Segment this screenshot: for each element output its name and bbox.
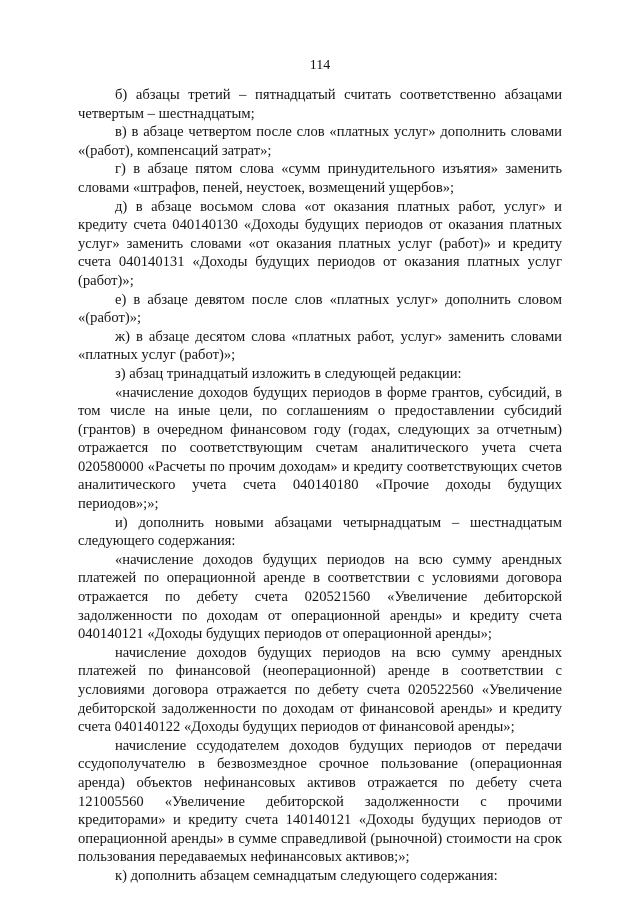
page-number: 114	[309, 58, 331, 73]
document-body	[78, 86, 562, 886]
paragraph-g: г) в абзаце пятом слова «сумм принудительного изъятия» заменить словами «штрафов, пеней, неустоек, возмещений ущербов»;	[78, 161, 562, 196]
paragraph-z: з) абзац тринадцатый изложить в следующей редакции:	[115, 365, 462, 382]
paragraph-i-quote-3: начисление ссудодателем доходов будущих периодов от передачи ссудополучателю в безвозмездное срочное пользование (операционная аренда) объектов нефинансовых активов отражается по дебету счета 121005560 «Увеличение дебиторской задолженности с прочими кредиторами» и кредиту счета 140140121 «Доходы будущих периодов от операционной аренды» в сумме справедливой (рыночной) стоимости на срок пользования передаваемых нефинансовых активов;»;	[78, 737, 562, 866]
paragraph-zh: ж) в абзаце десятом слова «платных работ, услуг» заменить словами «платных услуг (работ)»;	[78, 328, 562, 364]
paragraph-e: е) в абзаце девятом после слов «платных услуг» дополнить словом «(работ)»;	[78, 291, 562, 327]
paragraph-k: к) дополнить абзацем семнадцатым следующего содержания:	[115, 867, 498, 884]
paragraph-v: в) в абзаце четвертом после слов «платных услуг» дополнить словами «(работ), компенсаций затрат»;	[78, 124, 562, 159]
paragraph-b: б) абзацы третий – пятнадцатый считать соответственно абзацами четвертым – шестнадцатым;	[78, 87, 562, 122]
paragraph-i-quote-2: начисление доходов будущих периодов на всю сумму арендных платежей по финансовой (неоперационной) аренде в соответствии с условиями договора отражается по дебету счета 020522560 «Увеличение дебиторской задолженности по доходам от финансовой аренды» и кредиту счета 040140122 «Доходы будущих периодов от финансовой аренды»;	[78, 644, 562, 736]
paragraph-i: и) дополнить новыми абзацами четырнадцатым – шестнадцатым следующего содержания:	[78, 514, 562, 550]
paragraph-i-quote-1: «начисление доходов будущих периодов на всю сумму арендных платежей по операционной аренде в соответствии с условиями договора отражается по дебету счета 020521560 «Увеличение дебиторской задолженности по доходам от операционной аренды» и кредиту счета 040140121 «Доходы будущих периодов от операционной аренды»;	[78, 551, 562, 643]
paragraph-d: д) в абзаце восьмом слова «от оказания платных работ, услуг» и кредиту счета 040140130 «Доходы будущих периодов от оказания платных услуг» заменить словами «от оказания платных услуг (работ)» и кредиту счета 040140131 «Доходы будущих периодов от оказания платных услуг (работ)»;	[78, 198, 562, 289]
paragraph-z-quote: «начисление доходов будущих периодов в форме грантов, субсидий, в том числе на иные цели, по соглашениям о предоставлении субсидий (грантов) в очередном финансовом году (годах, следующих за отчетным) отражается по соответствующим счетам аналитического учета счета 020580000 «Расчеты по прочим доходам» и кредиту соответствующих счетов аналитического учета счета 040140180 «Прочие доходы будущих периодов»;»;	[78, 384, 562, 513]
